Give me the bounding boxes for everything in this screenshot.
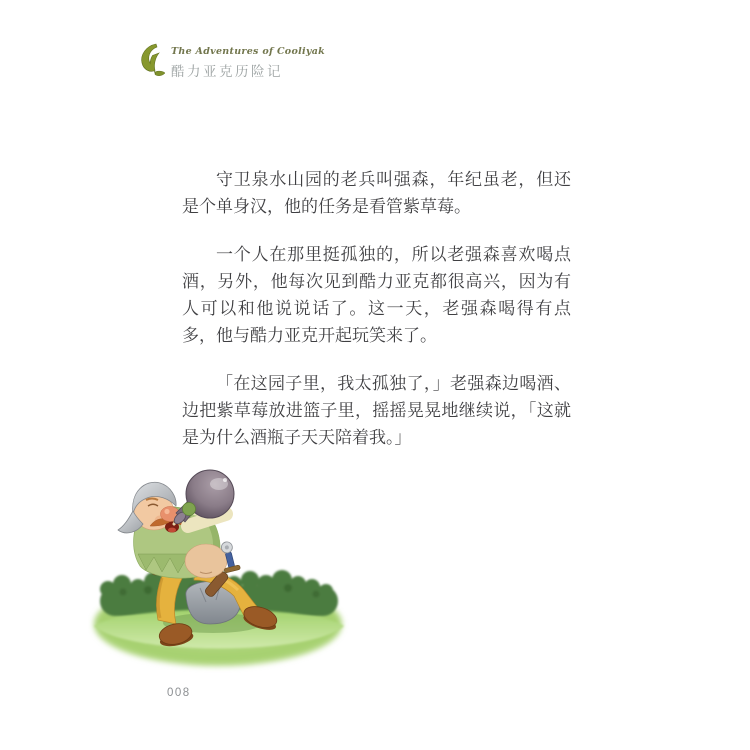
leaf-logo-icon: [139, 43, 166, 83]
story-text: [182, 166, 571, 472]
glove-hand: [183, 503, 196, 516]
page-number: 008: [167, 687, 191, 699]
illustration-drinking-soldier: [88, 468, 350, 674]
series-title-english: The Adventures of Cooliyak: [171, 46, 326, 57]
paragraph-2: 一个人在那里挺孤独的，所以老强森喜欢喝点酒，另外，他每次见到酷力亚克都很高兴，因为有人可以和他说说话了。这一天，老强森喝得有点多，他与酷力亚克开起玩笑来了。: [182, 245, 571, 345]
paragraph-1: 守卫泉水山园的老兵叫强森，年纪虽老，但还是个单身汉，他的任务是看管紫草莓。: [182, 170, 571, 216]
page-header: [139, 43, 325, 83]
header-titles: [171, 43, 325, 80]
paragraph-3: 「在这园子里，我太孤独了，」老强森边喝酒、边把紫草莓放进篮子里，摇摇晃晃地继续说，「这就是为什么酒瓶子天天陪着我。」: [182, 374, 571, 447]
series-title-chinese: 酷力亚克历险记: [171, 64, 283, 79]
